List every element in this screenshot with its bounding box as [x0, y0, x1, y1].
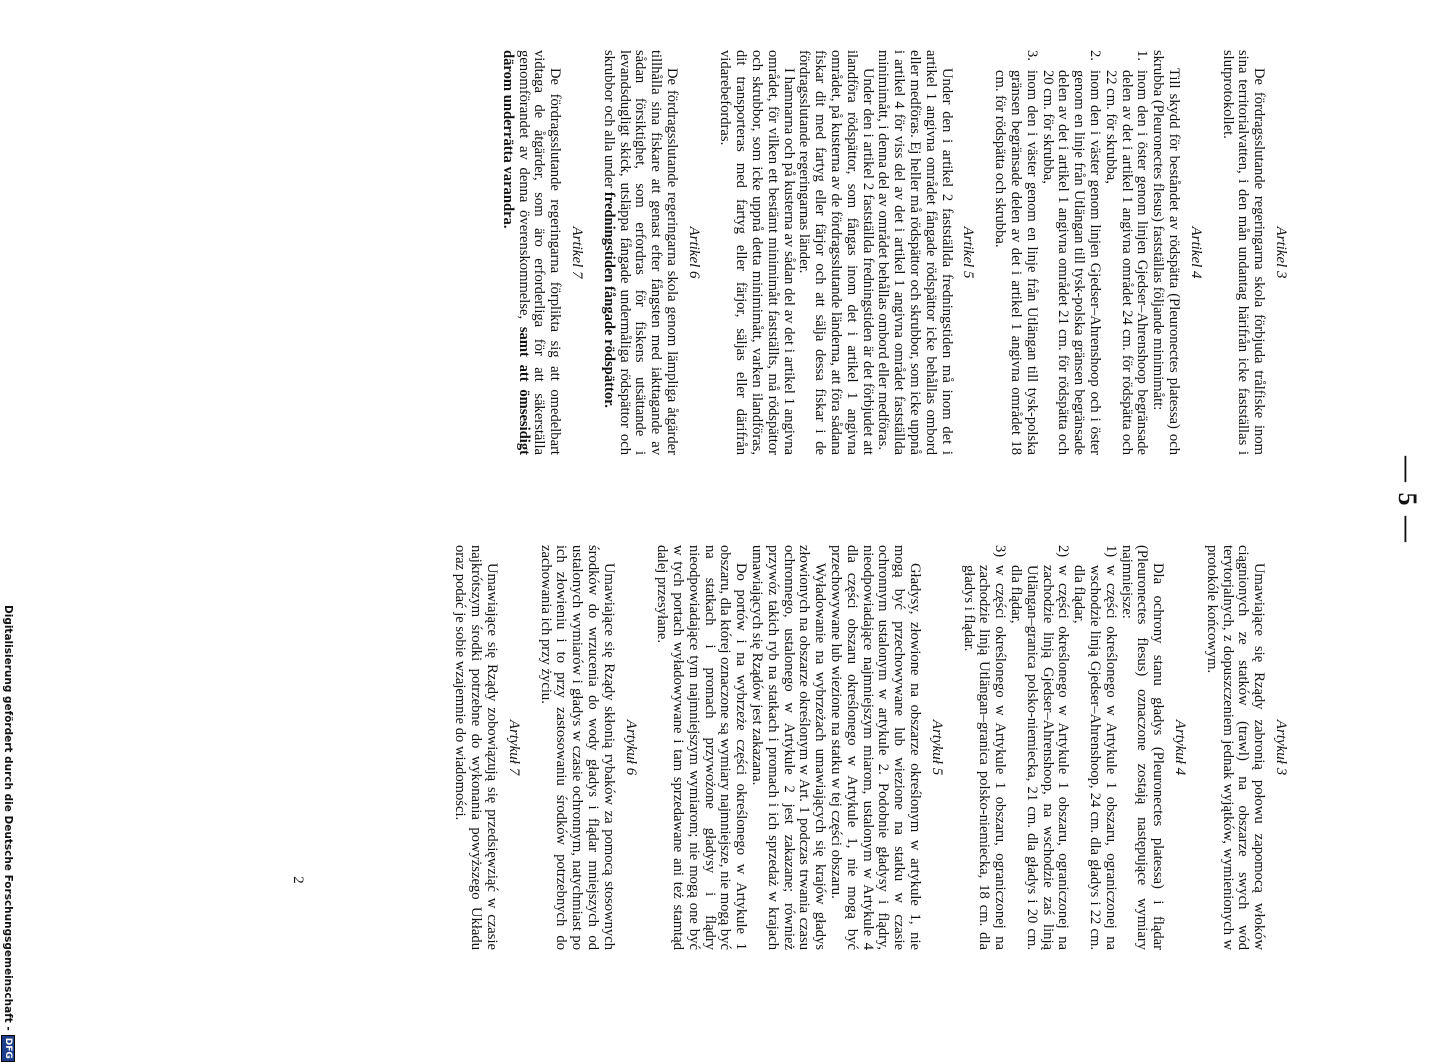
list-text: w części określonego w Artykule 1 obszaru, ograniczonej na wschodzie linją Gjedser–Ahrenshoop, 24 cm. dla gładys i 22 cm. dla flądar, — [1071, 565, 1119, 950]
pl-article-5-para-2: Wyładowanie na wybrzeżach umawiających się krajów gładys złowionych na obszarze określonym w Art. 1 podczas trwania czasu ochronnego, ustalonego w Artykule 2 jest zakazane; również przywóz takich ryb na statkach i promach i ich sprzedaż w krajach umawiających się Rządów jest zakazana. — [749, 545, 829, 950]
list-text: inom den i väster genom en linje från Utlängan till tysk-polska gränsen begränsade delen av det i artikel 1 angivna området 18 cm. för rödspätta och skrubba. — [992, 70, 1040, 455]
digitization-credit — [0, 0, 16, 1059]
sv-article-4-item — [1102, 50, 1149, 455]
sv-article-6-text — [600, 50, 679, 455]
list-number: 2. — [1087, 50, 1104, 61]
sv-article-6-text-a: De fördragsslutande regeringarna skola genom lämpliga åtgärder tillhålla sina fiskare att genast efter fångsten med iakttagande av sådan försiktighet, som erfordras för fiskens utsättande i levandsdugligt skick, utsläppa fångade undermåliga rödspättor och skrubbor och alla under — [600, 50, 680, 455]
dfg-logo: DFG — [1, 1035, 15, 1062]
sv-article-7-text-a: De fördragsslutande regeringarna förplikta sig att omedelbart vidtaga de åtgärder, som äro erforderliga för att säkerställa genomförandet av denna överenskommelse, — [515, 50, 564, 455]
sv-article-4-intro: Till skydd för beståndet av rödspätta (Pleuronectes platessa) och skrubba (Pleuronectes flesus) fastställas följande minimimått: — [1150, 50, 1183, 455]
pl-article-4-item — [1070, 545, 1117, 950]
list-number: 1) — [1102, 545, 1119, 558]
pl-article-5-para-1: Gładysy, złowione na obszarze określonym w artykule 1, nie mogą być przechowywane lub wiezione na statku w czasie ochronnym ustalonym w artykule 2. Podobnie gładysy i flądry, nieodpowiadające najmniejszym miarom, ustalonym w Artykule 4 dla części obszaru określonego w Artykule 1, nie mogą być przechowywane lub wiezione na statku w tej części obszaru. — [828, 545, 924, 950]
list-number: 2) — [1055, 545, 1072, 558]
credit-text: Digitalisierung gefördert durch die Deutsche Forschungsgemeinschaft - — [2, 605, 14, 1031]
sv-article-5-para-3: I hamnarna och på kusterna av sådan del av det i artikel 1 angivna området, för vilken ett bestämt minimimått fastställts, må rödspättor och skrubbor, som icke uppnå detta minimimått, varken ilandföras, dit transporteras med fartyg eller färjor, säljas eller därifrån vidarebefordras. — [717, 50, 797, 455]
pl-article-7-title: Artykuł 7 — [505, 719, 522, 776]
pl-article-3-text: Umawiające się Rządy zabronią połowu zapomocą włoków ciągnionych ze statków (trawl) na obszarze swych wód terytorjalnych, z dopuszczeniem jednak wyjątków, wymienionych w protokóle końcowym. — [1203, 545, 1268, 950]
sv-article-5-para-1: Under den i artikel 2 fastställda fredningstiden må inom det i artikel 1 angivna området fångade rödspättor icke behållas ombord eller medföras. Ej heller må rödspättor och skrubbor, som icke uppnå i artikel 4 för viss del av det i artikel 1 angivna området fastställda minimimått, i denna del av området behållas ombord eller medföras. — [875, 50, 955, 455]
sv-article-5-para-2: Under den i artikel 2 fastställda fredningstiden är det förbjudet att ilandföra rödspättor, som fångas inom det i artikel 1 angivna området, på kusterna av de fördragsslutande länderna, att föra sådana fiskar dit med fartyg eller färjor och att sälja dessa fiskar i de fördragsslutande regeringarnas länder. — [796, 50, 876, 455]
list-number: 3) — [992, 545, 1009, 558]
pl-article-6-text: Umawiające się Rządy skłonią rybaków za pomocą stosownych środków do wrzucenia do wody gładys i flądar mniejszych od ustalonych wymiarów i gładys w czasie ochronnym, natychmiast po ich złowieniu i to przy zastosowaniu środków potrzebnych do zachowania ich przy życiu. — [537, 545, 617, 950]
pl-article-4-intro: Dla ochrony stanu gładys (Pleuronectes platessa) i flądar (Pleuronectes flesus) oznaczone zostają następujące wymiary najmniejsze: — [1118, 545, 1167, 950]
sv-article-3-text: De fördragsslutande regeringarna skola förbjuda trålfiske inom sina territorialvatten, i den mån undantag härifrån icke fastställas i slutprotokollet. — [1219, 50, 1268, 455]
list-number: 1. — [1134, 50, 1151, 61]
sv-article-5-title: Artikel 5 — [960, 226, 977, 279]
page-number: — 5 — — [1393, 456, 1422, 544]
sv-article-7-text-bold: samt att ömsesidigt därom underrätta varandra. — [499, 50, 532, 455]
pl-article-4-item — [1007, 545, 1070, 950]
pl-article-7-text: Umawiające się Rządy zobowiązują się przedsięwziąć w czasie najkrótszym środki potrzebne do wykonania powyższego Układu oraz podać je sobie wzajemnie do wiadomości. — [452, 545, 500, 950]
sheet-number: 2 — [290, 876, 306, 884]
swedish-column — [499, 50, 1294, 455]
list-number: 3. — [1023, 50, 1040, 61]
pl-article-4-title: Artykuł 4 — [1172, 719, 1189, 776]
pl-article-3-title: Artykuł 3 — [1273, 719, 1289, 776]
sv-article-7-title: Artikel 7 — [568, 226, 585, 279]
sv-article-4-item — [991, 50, 1038, 455]
list-text: w części określonego w Artykule 1 obszaru, ograniczonej na zachodzie linją Gjedser–Ahrenshoop, na wschodzie zaś linją Utlängan–granica polsko-niemiecka, 21 cm. dla gładys i 20 cm. dla flądar, — [1008, 565, 1072, 950]
sv-article-4-item — [1039, 50, 1102, 455]
polish-column — [452, 545, 1294, 950]
sv-article-7-text — [499, 50, 562, 455]
list-text: inom den i väster genom linjen Gjedser–Ahrenshoop och i öster genom en linje från Utlängan till tysk-polska gränsen begränsade delen av det i artikel 1 angivna området 21 cm. för rödspätta och 20 cm. för skrubba, — [1039, 70, 1104, 455]
list-text: inom den i öster genom linjen Gjedser–Ahrenshoop begränsade delen av det i artikel 1 angivna området 24 cm. för rödspätta och 22 cm. för skrubba, — [1102, 70, 1151, 455]
pl-article-6-title: Artykuł 6 — [622, 719, 639, 776]
sv-article-4-title: Artikel 4 — [1187, 226, 1204, 279]
sv-article-6-title: Artikel 6 — [685, 226, 702, 279]
pl-article-5-para-3: Do portów i na wybrzeże części określonego w Artykule 1 obszaru, dla której oznaczone są wymiary najmniejsze, nie mogą być na statkach i promach przywożone gładysy i flądry nieodpowiadające tym najmniejszym wymiarom; nie mogą one być w tych portach wyładowywane i tam sprzedawane ani też stamtąd dalej przesyłane. — [654, 545, 750, 950]
sv-article-3-title: Artikel 3 — [1273, 226, 1289, 279]
list-text: w części określonego w Artykule 1 obszaru, ograniczonej na zachodzie linją Utlängan–granica polsko-niemiecka, 18 cm. dla gładys i flądar. — [960, 565, 1009, 950]
sv-article-6-text-bold: fredningstiden fångade rödspättor. — [600, 191, 617, 408]
pl-article-4-item — [960, 545, 1007, 950]
pl-article-5-title: Artykuł 5 — [928, 719, 945, 776]
